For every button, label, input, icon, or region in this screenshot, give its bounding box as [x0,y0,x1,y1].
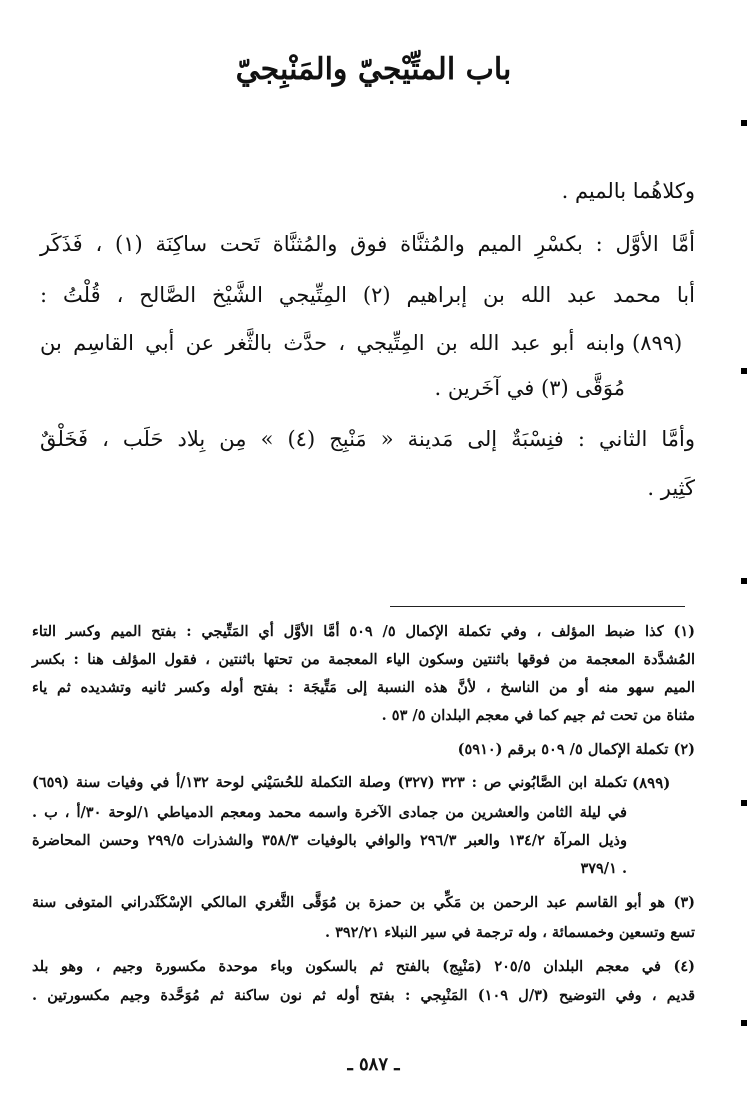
footnote-4-line-2: قديم ، وفي التوضيح (٣/ل ١٠٩) المَنْبِجي : بفتح أوله ثم نون ساكنة ثم مُوَحَّدة وجيم مكسورتين . [32,987,696,1004]
footnote-899-line-4: ٣٧٩/١ . [580,860,627,877]
footnote-899-line-2: في ليلة الثامن والعشرين من جمادى الآخرة واسمه محمد ومعجم الدمياطي ١/لوحة ٣٠/أ ، ب . [32,804,627,821]
footnote-1-line-4: مثناة من تحت ثم جيم كما في معجم البلدان ٥/ ٥٣ . [381,707,695,724]
body-first-line-2: أبا محمد عبد الله بن إبراهيم (٢) المِتِّيجي الشَّيْخ الصَّالح ، قُلْتُ : [40,283,695,307]
body-entry-line-2: مُوَقَّى (٣) في آخَرين . [434,376,625,400]
body-second-line-2: كَثِير . [647,476,695,500]
footnote-1-line-1: (١) كذا ضبط المؤلف ، وفي تكملة الإكمال ٥/ ٥٠٩ أمَّا الأوَّل أي المَتِّيجي : بفتح الميم وكسر التاء [32,623,695,640]
scan-edge-mark [741,1020,747,1026]
page-number: ـ ٥٨٧ ـ [347,1054,400,1075]
footnote-899-line-1: تكملة ابن الصَّابُوني ص : ٣٢٣ (٣٢٧) وصلة التكملة للحُسَيْني لوحة ١٣٢/أ في وفيات سنة (٦٥٩) [32,774,627,791]
footnote-3-line-1: (٣) هو أبو القاسم عبد الرحمن بن مَكِّي بن حمزة بن مُوَقَّى الثَّغري المالكي الإسْكَنْدراني المتوفى سنة [32,894,695,911]
body-first-line-1: أمَّا الأوَّل : بكسْرِ الميم والمُثنَّاة فوق والمُثنَّاة تَحت ساكِنَة (١) ، فَذَكَر [40,232,696,256]
footnote-4-line-1: (٤) في معجم البلدان ٢٠٥/٥ (مَنْبِج) بالفتح ثم بالسكون وباء موحدة مكسورة وجيم ، وهو بلد [32,958,695,975]
footnote-1-line-3: الميم سهو منه أو من الناسخ ، لأنَّ هذه النسبة إلى مَتِّيجَة : بفتح أوله وكسر ثانيه وتشديده ثم ياء [32,679,695,696]
scan-edge-mark [741,368,747,374]
footnote-1-line-2: المُشدَّدة المعجمة من فوقها باثنتين وسكون الياء المعجمة من تحتها باثنتين ، فقول المؤلف هنا : بكسر [32,651,695,668]
scan-edge-mark [741,800,747,806]
scan-edge-mark [741,578,747,584]
footnote-899-line-3: وذيل المرآة ١٣٤/٢ والعبر ٢٩٦/٣ والوافي بالوفيات ٣٥٨/٣ والشذرات ٢٩٩/٥ وحسن المحاضرة [32,832,627,849]
footnote-entry-number: (٨٩٩) [632,774,671,792]
scan-edge-mark [741,120,747,126]
footnote-separator [390,606,685,607]
body-entry-line-1: وابنه أبو عبد الله بن المِتِّيجي ، حدَّث بالثَّغر عن أبي القاسِم بن [40,331,625,355]
chapter-title: باب المتِّيْجيّ والمَنْبِجيّ [235,52,512,87]
footnote-2: (٢) تكملة الإكمال ٥/ ٥٠٩ برقم (٥٩١٠) [457,741,695,758]
entry-number: (٨٩٩) [632,331,683,355]
footnote-3-line-2: تسع وتسعين وخمسمائة ، وله ترجمة في سير النبلاء ٣٩٢/٢١ . [325,924,695,941]
body-intro: وكلاهُما بالميم . [561,179,695,203]
body-second-line-1: وأمَّا الثاني : فنِسْبَةٌ إلى مَدينة « مَنْبِج (٤) » مِن بِلاد حَلَب ، فَخَلْقٌ [40,427,695,451]
